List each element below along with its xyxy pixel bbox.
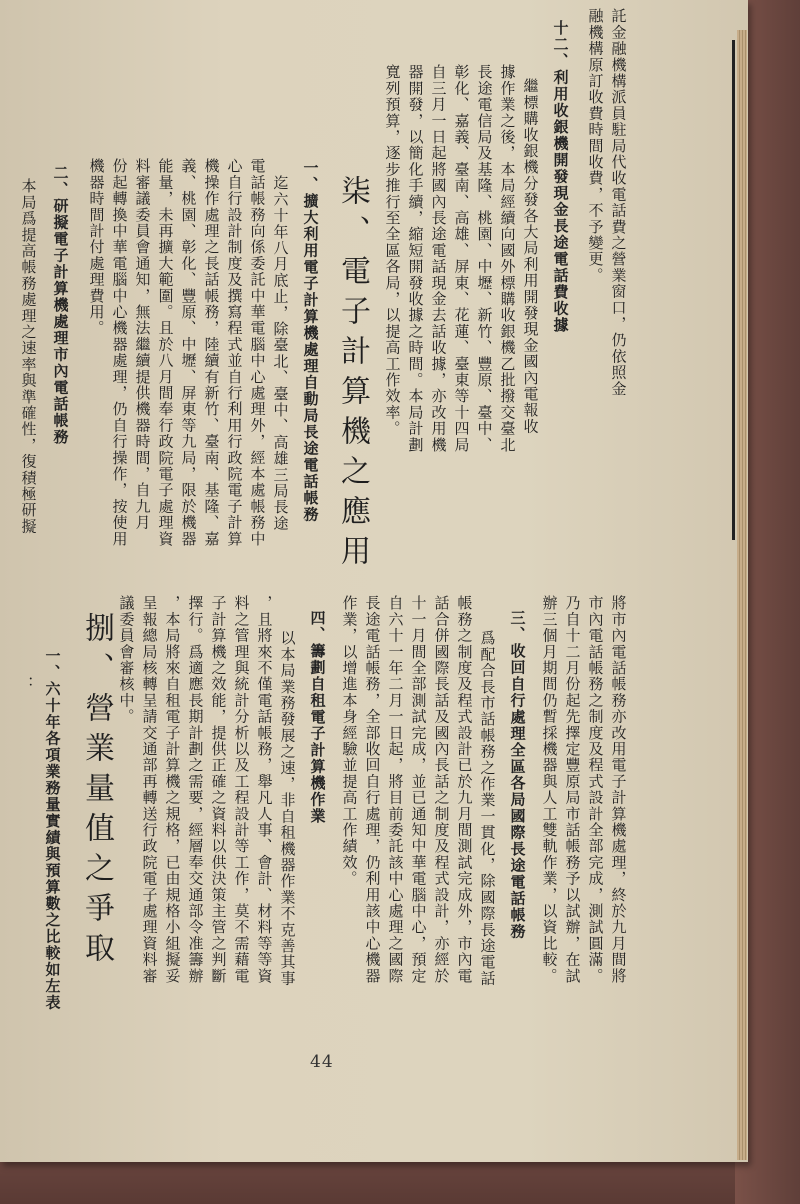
section-3-line: 自六十一年二月一日起，將目前委託該中心處理之國際 bbox=[386, 595, 405, 984]
section-4-line: 擇行。爲適應長期計劃之需要，經層奉交通部令准籌辦 bbox=[186, 595, 205, 984]
section-3-line: 帳務之制度及程式設計已於九月間測試完成外，市內電 bbox=[455, 595, 474, 984]
page-fold-line bbox=[732, 40, 735, 540]
section-12-line: 據作業之後，本局經續向國外標購收銀機乙批撥交臺北 bbox=[498, 64, 517, 453]
top-continuation-col-1: 託金融機構派員駐局代收電話費之營業窗口，仍依照金 bbox=[609, 8, 628, 397]
part-8-heading: 捌、營業量值之爭取 bbox=[79, 612, 114, 972]
section-1-line: 電話帳務向係委託中華電腦中心處理外，經本處帳務中 bbox=[248, 158, 267, 547]
bottom-continuation-line: 市內電話帳務之制度及程式設計全部完成，測試圓滿。 bbox=[586, 595, 605, 984]
section-12-line: 器開發，以簡化手續，縮短開發收據之時間。本局計劃 bbox=[406, 64, 425, 453]
section-1-line: 能量，未再擴大範圍。且於八月間奉行政院電子處理資 bbox=[156, 158, 175, 547]
section-12-line: 寬列預算，逐步推行至全區各局，以提高工作效率。 bbox=[383, 64, 402, 437]
section-12-line: 自三月一日起將國內長途電話現金去話收據，亦改用機 bbox=[429, 64, 448, 453]
bottom-continuation-line: 乃自十二月份起先擇定豐原局市話帳務予以試辦，在試 bbox=[563, 595, 582, 984]
section-3-line: 長途電話帳務，全部收回自行處理，仍利用該中心機器 bbox=[363, 595, 382, 984]
section-12-line: 彰化、嘉義、臺南、高雄、屏東、花蓮、臺東等十四局 bbox=[452, 64, 471, 453]
part-7-heading: 柒、電子計算機之應用 bbox=[335, 175, 370, 575]
section-2-heading: 二、研擬電子計算機處理市內電話帳務 bbox=[51, 165, 70, 446]
section-4-line: 呈報總局核轉呈請交通部再轉送行政院電子處理資料審 bbox=[140, 595, 159, 984]
section-4-heading: 四、籌劃自租電子計算機作業 bbox=[308, 610, 327, 825]
section-3-line: 十一月間全部測試完成，並已通知中華電腦中心，預定 bbox=[409, 595, 428, 984]
section-4-line: 料之管理與統計分析以及工程設計等工作，莫不需藉電 bbox=[232, 595, 251, 984]
section-1-line: 機操作處理之長話帳務，陸續有新竹、臺南、基隆、嘉 bbox=[202, 158, 221, 547]
section-12-line: 長途電信局及基隆、桃園、中壢、新竹、豐原、臺中、 bbox=[475, 64, 494, 453]
section-1-line: 份起轉換中華電腦中心機器處理，仍自行操作，按使用 bbox=[110, 158, 129, 547]
section-3-line: 話合併國際長話及國內長話之制度及程式設計，亦經於 bbox=[432, 595, 451, 984]
bottom-continuation-line: 辦三個月期間仍暫採機器與人工雙軌作業，以資比較。 bbox=[540, 595, 559, 984]
section-8-1-heading: 一、六十年各項業務量實績與預算數之比較如左表 bbox=[43, 648, 62, 1011]
bottom-continuation-line: 將市內電話帳務亦改用電子計算機處理，終於九月間將 bbox=[609, 595, 628, 984]
section-12-line: 繼標購收銀機分發各大局利用開發現金國內電報收 bbox=[521, 78, 540, 435]
section-1-line: 料審議委員會通知，無法繼續提供機器時間，自九月 bbox=[133, 158, 152, 531]
section-4-line: ，且將來不僅電話帳務，舉凡人事、會計、材料等等資 bbox=[255, 595, 274, 984]
section-3-heading: 三、收回自行處理全區各局國際長途電話帳務 bbox=[508, 610, 527, 940]
section-1-line: 迄六十年八月底止，除臺北、臺中、高雄三局長途 bbox=[271, 175, 290, 532]
section-1-line: 義、桃園、彰化、豐原、中壢、屏東等九局，限於機器 bbox=[179, 158, 198, 547]
section-4-line: 議委員會審核中。 bbox=[117, 595, 136, 725]
section-12-heading: 十二、利用收銀機開發現金長途電話費收據 bbox=[551, 20, 570, 334]
section-1-line: 心自行設計制度及撰寫程式並自行利用行政院電子計算 bbox=[225, 158, 244, 547]
section-3-line: 爲配合長市話帳務之作業一貫化，除國際長途電話 bbox=[478, 630, 497, 987]
top-continuation-col-2: 融機構原訂收費時間收費，不予變更。 bbox=[586, 8, 605, 284]
section-2-line: 本局爲提高帳務處理之速率與準確性，復積極研擬 bbox=[19, 178, 38, 535]
page-edges bbox=[737, 30, 747, 1160]
section-4-line: ，本局將來自租電子計算機之規格，已由規格小組擬妥 bbox=[163, 595, 182, 984]
section-4-line: 子計算機之效能，提供正確之資料以供決策主管之判斷 bbox=[209, 595, 228, 984]
section-3-line: 作業，以增進本身經驗並提高工作績效。 bbox=[340, 595, 359, 887]
section-8-1-colon: ： bbox=[17, 676, 36, 693]
section-1-line: 機器時間計付處理費用。 bbox=[87, 158, 106, 337]
section-1-heading: 一、擴大利用電子計算機處理自動局長途電話帳務 bbox=[301, 160, 320, 523]
section-4-line: 以本局業務發展之速，非自租機器作業不克善其事 bbox=[278, 630, 297, 987]
page-number: 44 bbox=[310, 1052, 334, 1072]
